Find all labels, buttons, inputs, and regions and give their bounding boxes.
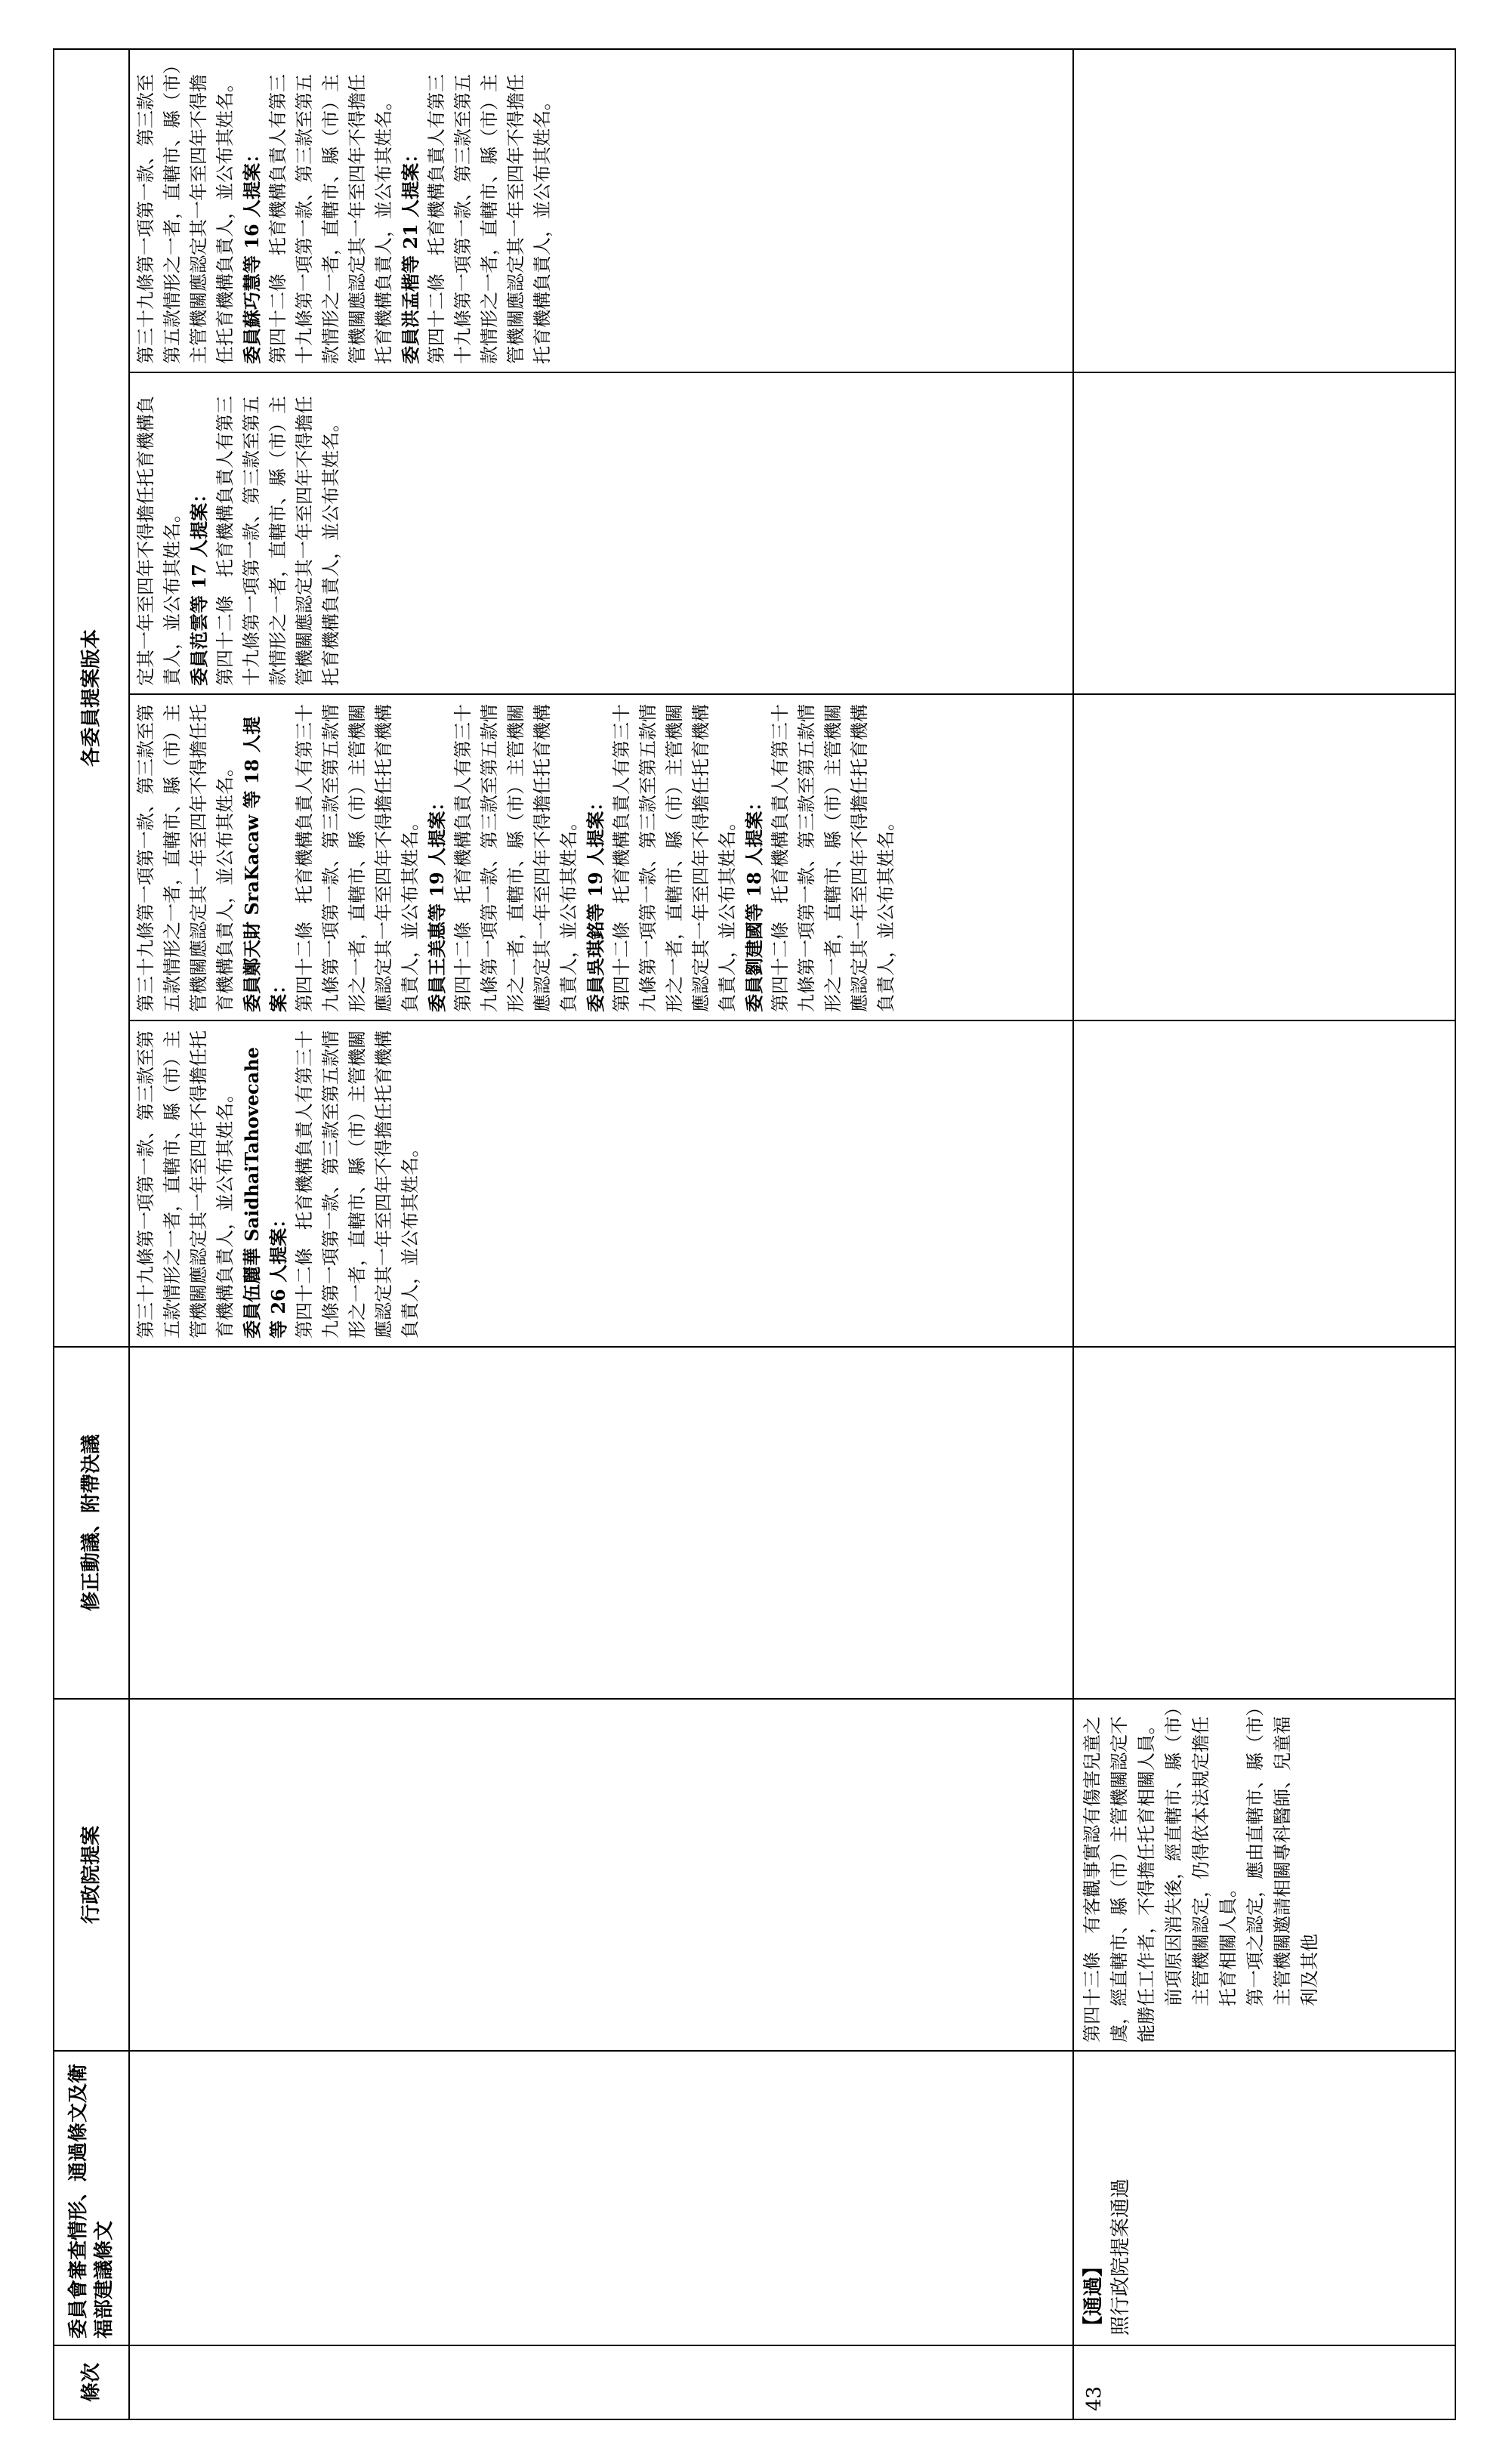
table-row	[1072, 50, 1456, 2419]
proposer-heading: 委員蘇巧慧等 16 人提案：	[241, 144, 263, 364]
member-proposals-empty-3	[1072, 372, 1456, 693]
proposer-heading: 委員范雲等 17 人提案：	[188, 484, 210, 686]
status-text: 照行政院提案通過	[1109, 2178, 1132, 2336]
proposal-text: 第四十二條 托育機構負責人有第三十九條第一項第一款、第三款至第五款情形之一者，直轄市、縣（市）主管機關應認定其一年至四年不得擔任托育機構負責人，並公布其姓名。	[214, 396, 341, 686]
status-badge: 【通過】	[1082, 2256, 1105, 2336]
proposal-text: 第四十二條 托育機構負責人有第三十九條第一項第一款、第三款至第五款情形之一者，直轄市、縣（市）主管機關應認定其一年至四年不得擔任托育機構負責人，並公布其姓名。	[426, 74, 553, 364]
proposal-text: 第四十二條 托育機構負責人有第三十九條第一項第一款、第三款至第五款情形之一者，直轄市、縣（市）主管機關應認定其一年至四年不得擔任托育機構負責人，並公布其姓名。	[294, 704, 421, 1012]
table-header-row	[54, 50, 130, 2419]
proposal-text: 第四十二條 托育機構負責人有第三十九條第一項第一款、第三款至第五款情形之一者，直轄市、縣（市）主管機關應認定其一年至四年不得擔任托育機構負責人，並公布其姓名。	[452, 704, 579, 1012]
amendment-motion-cell	[1072, 1346, 1456, 1698]
proposer-heading: 委員劉建國等 18 人提案：	[743, 792, 765, 1012]
header-amendment-motion: 修正動議、附帶決議	[54, 1346, 128, 1698]
member-proposals-col-3	[128, 372, 1072, 693]
proposal-text: 第三十九條第一項第一款、第三款至第五款情形之一者，直轄市、縣（市）主管機關應認定其一年至四年不得擔任托育機構負責人，並公布其姓名。	[135, 65, 236, 364]
proposal-text: 第四十二條 托育機構負責人有第三十九條第一項第一款、第三款至第五款情形之一者，直轄市、縣（市）主管機關應認定其一年至四年不得擔任托育機構負責人，並公布其姓名。	[294, 1030, 421, 1339]
header-committee-review: 委員會審查情形、通過條文及衛福部建議條文	[54, 2050, 128, 2345]
proposal-text: 第四十二條 托育機構負責人有第三十九條第一項第一款、第三款至第五款情形之一者，直轄市、縣（市）主管機關應認定其一年至四年不得擔任托育機構負責人，並公布其姓名。	[611, 704, 738, 1012]
proposal-text: 定其一年至四年不得擔任托育機構負責人，並公布其姓名。	[135, 396, 183, 686]
member-proposals-col-1	[128, 1020, 1072, 1346]
proposal-text: 第三十九條第一項第一款、第三款至第五款情形之一者，直轄市、縣（市）主管機關應認定其一年至四年不得擔任托育機構負責人，並公布其姓名。	[135, 704, 236, 1012]
member-proposals-empty-4	[1072, 50, 1456, 372]
header-member-proposals: 各委員提案版本	[80, 629, 103, 767]
amendment-motion-cell	[128, 1346, 1072, 1698]
comparison-table	[53, 48, 1456, 2420]
exec-paragraph: 第一項之認定，應由直轄市、縣（市）主管機關邀請相關專科醫師、兒童福利及其他	[1245, 1707, 1320, 2006]
proposal-text: 第三十九條第一項第一款、第三款至第五款情形之一者，直轄市、縣（市）主管機關應認定其一年至四年不得擔任托育機構負責人，並公布其姓名。	[135, 1030, 236, 1339]
member-proposals-empty-1	[1072, 1020, 1456, 1346]
header-executive-proposal: 行政院提案	[54, 1698, 128, 2050]
proposer-heading: 委員王美惠等 19 人提案：	[426, 792, 448, 1012]
member-proposals-col-2	[128, 693, 1072, 1020]
member-proposals-empty-2	[1072, 693, 1456, 1020]
proposer-heading: 委員伍麗華 SaidhaiTahovecahe 等 26 人提案：	[241, 1047, 289, 1339]
proposal-text: 第四十二條 托育機構負責人有第三十九條第一項第一款、第三款至第五款情形之一者，直轄市、縣（市）主管機關應認定其一年至四年不得擔任托育機構負責人，並公布其姓名。	[267, 74, 394, 364]
executive-proposal-cell	[128, 1698, 1072, 2050]
proposer-heading: 委員鄭天財 SraKacaw 等 18 人提案：	[241, 716, 289, 1012]
article-number: 43	[1072, 2345, 1456, 2419]
header-article-no: 條次	[54, 2345, 128, 2419]
exec-paragraph: 前項原因消失後，經直轄市、縣（市）主管機關認定，仍得依本法規定擔任托育相關人員。	[1163, 1707, 1239, 2006]
article-no-cell	[128, 2345, 1072, 2419]
proposer-heading: 委員洪孟楷等 21 人提案：	[400, 144, 421, 364]
executive-proposal-text	[1072, 1698, 1456, 2050]
proposal-text: 第四十二條 托育機構負責人有第三十九條第一項第一款、第三款至第五款情形之一者，直轄市、縣（市）主管機關應認定其一年至四年不得擔任托育機構負責人，並公布其姓名。	[770, 704, 896, 1012]
exec-paragraph: 第四十三條 有客觀事實認有傷害兒童之虞，經直轄市、縣（市）主管機關認定不能勝任工作者，不得擔任托育相關人員。	[1082, 1716, 1157, 2043]
proposer-heading: 委員吳琪銘等 19 人提案：	[585, 792, 606, 1012]
table-row	[128, 50, 1074, 2419]
committee-review-result	[1072, 2050, 1456, 2345]
committee-review-cell	[128, 2050, 1072, 2345]
member-proposals-col-4	[128, 50, 1072, 372]
